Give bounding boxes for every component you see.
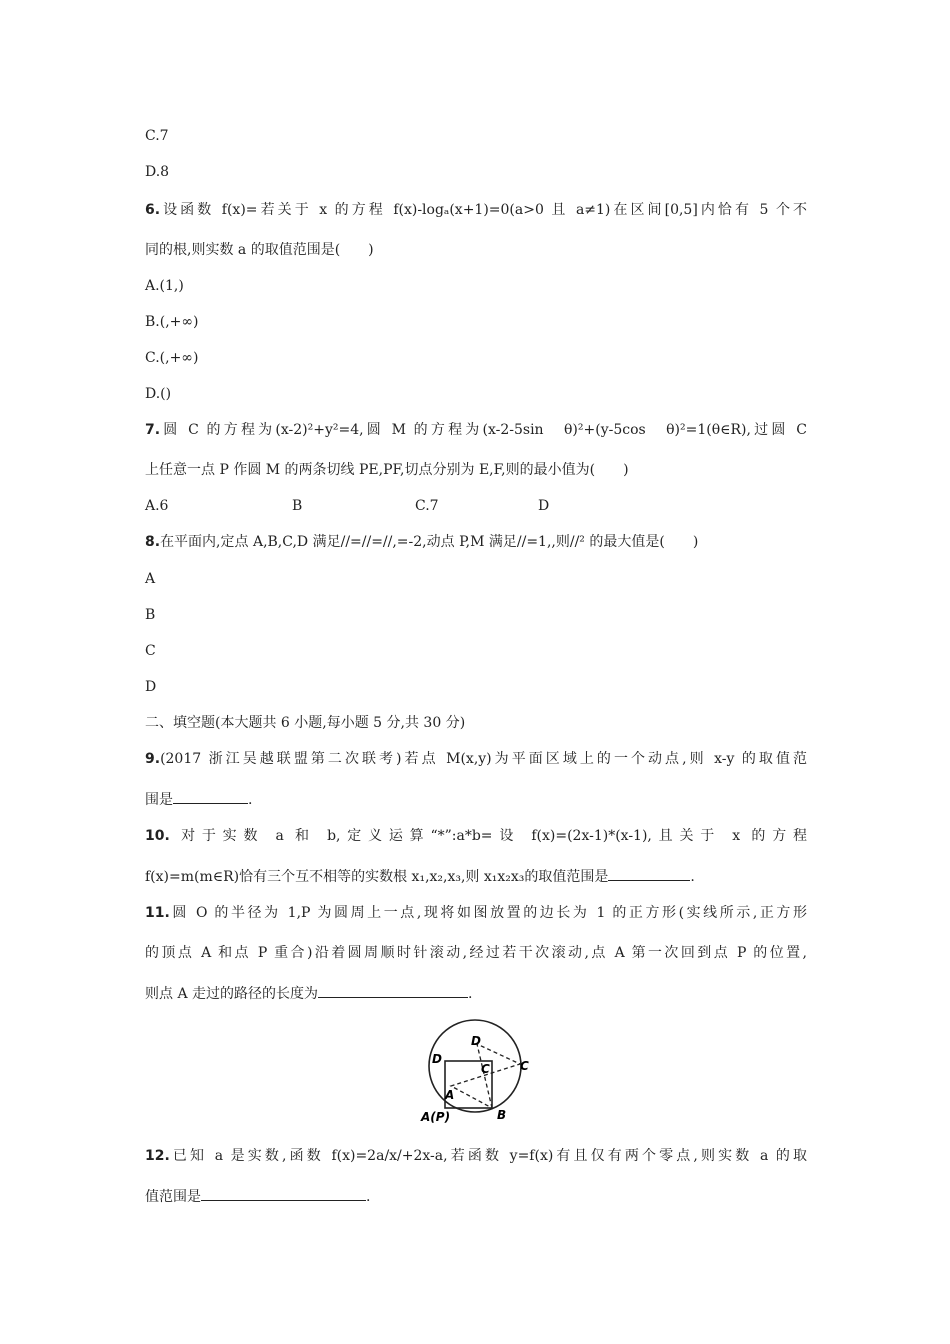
option-d-q7: D xyxy=(538,498,550,514)
question-12-line-2 xyxy=(145,1186,370,1207)
option-c-q7: C.7 xyxy=(415,498,439,514)
question-number: 10. xyxy=(145,828,170,844)
period: . xyxy=(248,792,253,808)
label-d-top: D xyxy=(471,1034,481,1048)
label-a-p: A(P) xyxy=(421,1110,451,1124)
question-11-line-3 xyxy=(145,983,472,1004)
option-d-q8: D xyxy=(145,679,157,695)
question-10-line-1 xyxy=(145,826,807,846)
label-b: B xyxy=(497,1108,507,1122)
question-number: 6. xyxy=(145,202,161,218)
label-a-inner: A xyxy=(445,1088,455,1102)
question-11-line-2: 的顶点 A 和点 P 重合)沿着圆周顺时针滚动,经过若干次滚动,点 A 第一次回到点 P 的位置, xyxy=(145,945,807,961)
question-7-line-2: 上任意一点 P 作圆 M 的两条切线 PE,PF,切点分别为 E,F,则的最小值为( ) xyxy=(145,462,629,478)
period: . xyxy=(366,1189,371,1205)
option-c-q6: C.(,+∞) xyxy=(145,350,199,366)
question-text: 设函数 f(x)=若关于 x 的方程 f(x)-logₐ(x+1)=0(a>0 且 a≠1)在区间[0,5]内恰有 5 个不 xyxy=(160,202,807,218)
option-a-q7: A.6 xyxy=(145,498,169,514)
rolling-square-circle-figure xyxy=(415,1016,535,1126)
question-number: 8. xyxy=(145,534,161,550)
question-number: 7. xyxy=(145,422,161,438)
question-number: 12. xyxy=(145,1148,170,1164)
answer-blank[interactable] xyxy=(173,789,248,804)
question-8-line-1 xyxy=(145,532,698,552)
question-10-line-2 xyxy=(145,866,695,887)
option-b-q8: B xyxy=(145,607,156,623)
question-text: 则点 A 走过的路径的长度为 xyxy=(145,986,319,1002)
period: . xyxy=(690,869,695,885)
option-a-q8: A xyxy=(145,571,156,587)
option-d-q6: D.() xyxy=(145,386,172,402)
question-6-line-2: 同的根,则实数 a 的取值范围是( ) xyxy=(145,242,374,258)
question-6-line-1 xyxy=(145,200,807,220)
question-9-line-1 xyxy=(145,749,807,769)
question-text: 对于实数 a 和 b,定义运算“*”:a*b=设 f(x)=(2x-1)*(x-1),且关于 x 的方程 xyxy=(181,828,808,844)
option-c-q8: C xyxy=(145,643,156,659)
question-11-line-1 xyxy=(145,903,807,923)
question-text: 围是 xyxy=(145,792,173,808)
dashed-square xyxy=(451,1044,520,1108)
option-d-q5: D.8 xyxy=(145,164,170,180)
question-text: 在平面内,定点 A,B,C,D 满足//=//=//,=-2,动点 P,M 满足//=1,,则//² 的最大值是( ) xyxy=(160,534,699,550)
question-number: 9. xyxy=(145,751,161,767)
option-c-q5: C.7 xyxy=(145,128,169,144)
label-d-left: D xyxy=(432,1052,442,1066)
label-c-inner: C xyxy=(481,1062,490,1076)
question-number: 11. xyxy=(145,905,170,921)
label-c-right: C xyxy=(520,1059,529,1073)
question-7-line-1 xyxy=(145,420,807,440)
question-text: 值范围是 xyxy=(145,1189,201,1205)
option-a-q6: A.(1,) xyxy=(145,278,184,294)
section-heading-fill-in: 二、填空题(本大题共 6 小题,每小题 5 分,共 30 分) xyxy=(145,715,466,731)
option-b-q7: B xyxy=(292,498,303,514)
question-text: f(x)=m(m∈R)恰有三个互不相等的实数根 x₁,x₂,x₃,则 x₁x₂x₃的取值范围是 xyxy=(145,869,609,885)
answer-blank[interactable] xyxy=(608,866,690,881)
question-text: 圆 O 的半径为 1,P 为圆周上一点,现将如图放置的边长为 1 的正方形(实线所示,正方形 xyxy=(169,905,807,921)
question-9-line-2 xyxy=(145,789,252,810)
question-12-line-1 xyxy=(145,1146,807,1166)
question-text: (2017 浙江吴越联盟第二次联考)若点 M(x,y)为平面区域上的一个动点,则 x-y 的取值范 xyxy=(160,751,807,767)
option-b-q6: B.(,+∞) xyxy=(145,314,199,330)
answer-blank[interactable] xyxy=(201,1186,366,1201)
period: . xyxy=(468,986,473,1002)
question-text: 圆 C 的方程为(x-2)²+y²=4,圆 M 的方程为(x-2-5sin θ)²+(y-5cos θ)²=1(θ∈R),过圆 C xyxy=(160,422,807,438)
answer-blank[interactable] xyxy=(318,983,468,998)
question-text: 已知 a 是实数,函数 f(x)=2a/x/+2x-a,若函数 y=f(x)有且仅有两个零点,则实数 a 的取 xyxy=(169,1148,807,1164)
